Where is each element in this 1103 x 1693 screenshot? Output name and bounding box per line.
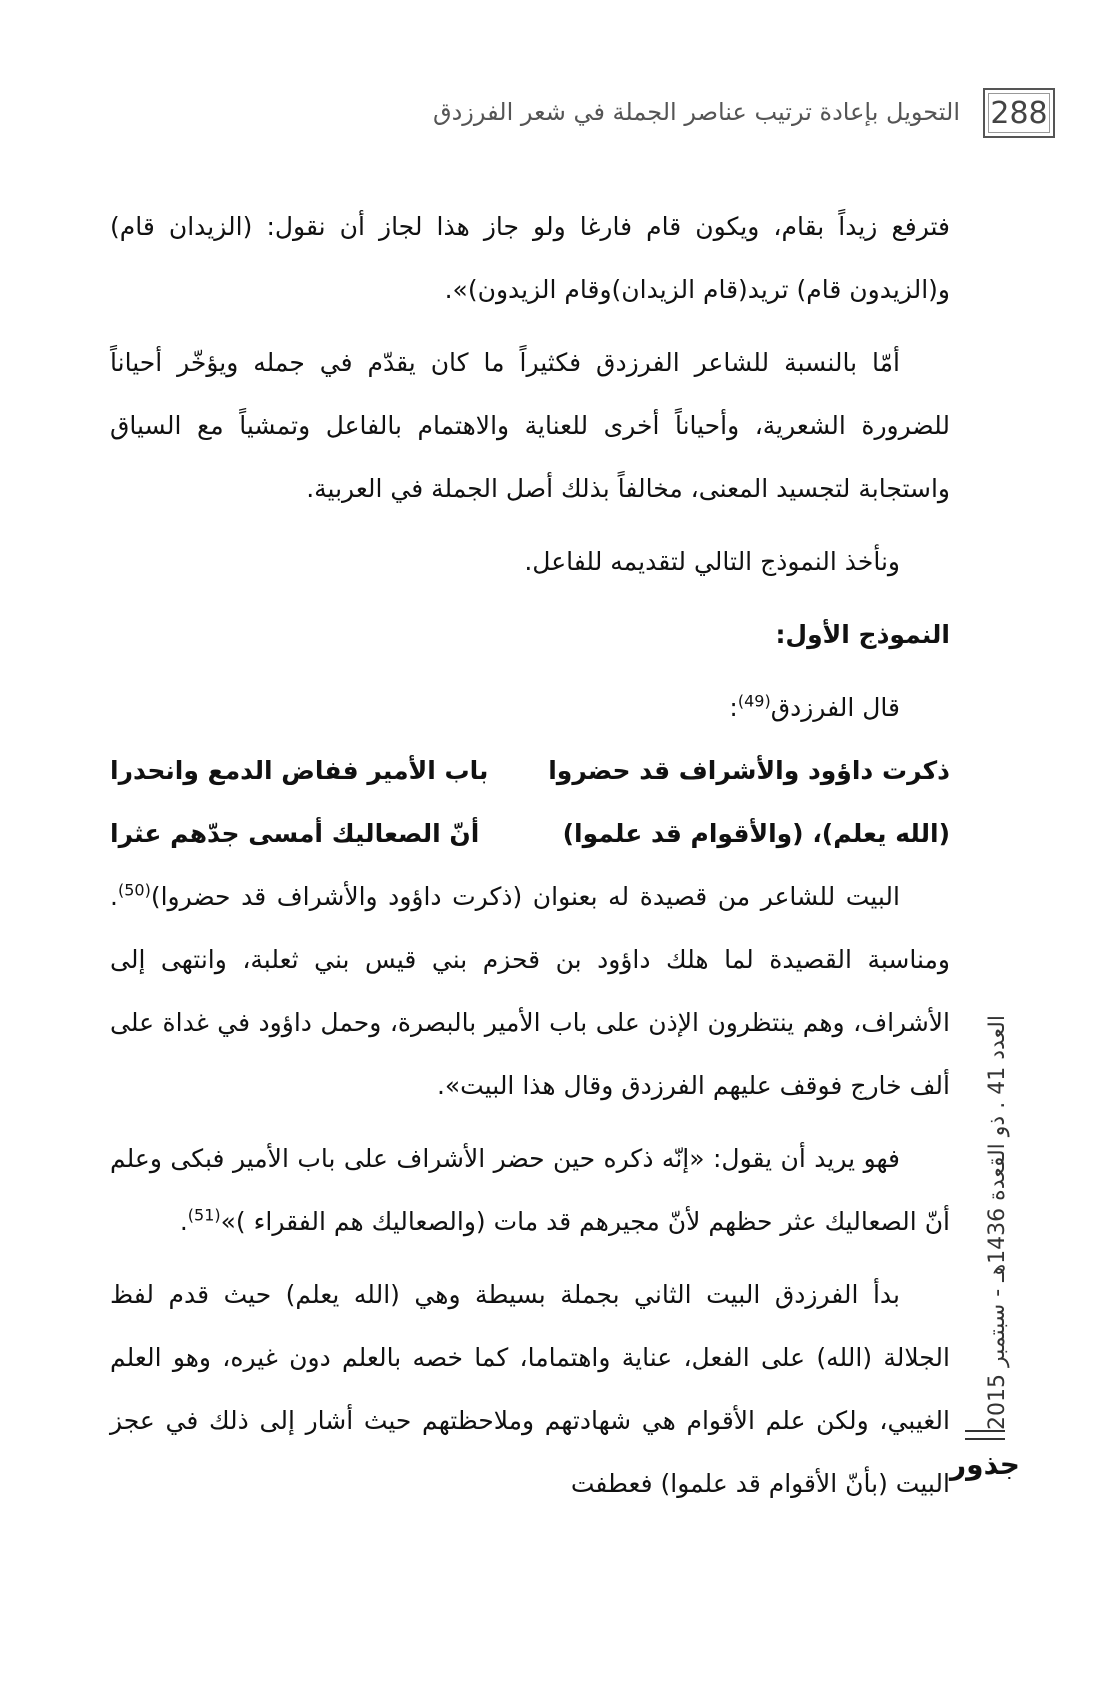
- verse-line: [110, 739, 950, 802]
- article-body: [110, 195, 950, 1515]
- verse-hemistich: (الله يعلم)، (والأقوام قد علموا): [562, 819, 950, 848]
- paragraph: أمّا بالنسبة للشاعر الفرزدق فكثيراً ما كان يقدّم في جمله ويؤخّر أحياناً للضرورة الشعرية، وأحياناً أخرى للعناية والاهتمام بالفاعل وتمشياً مع السياق واستجابة لتجسيد المعنى، مخالفاً بذلك أصل الجملة في العربية.: [110, 348, 950, 503]
- paragraph: بدأ الفرزدق البيت الثاني بجملة بسيطة وهي (الله يعلم) حيث قدم لفظ الجلالة (الله) على الفعل، عناية واهتماما، كما خصه بالعلم دون غيره، وهو العلم الغيبي، ولكن علم الأقوام هي شهادتهم وملاحظتهم حيث أشار إلى ذلك في عجز البيت (بأنّ الأقوام قد علموا) فعطفت: [110, 1280, 950, 1498]
- quote-intro: [110, 676, 950, 739]
- footnote-ref: (49): [737, 691, 771, 711]
- section-heading: النموذج الأول:: [775, 620, 950, 649]
- verse-line: [110, 802, 950, 865]
- paragraph: [110, 865, 950, 1117]
- paragraph-text: .: [179, 1207, 188, 1236]
- quote-intro-text: قال الفرزدق: [770, 693, 900, 722]
- verse-hemistich: باب الأمير ففاض الدمع وانحدرا: [110, 756, 489, 785]
- paragraph: ونأخذ النموذج التالي لتقديمه للفاعل.: [524, 547, 900, 576]
- issue-info: العدد 41 . ذو القعدة 1436هـ - سبتمبر 2015: [985, 1015, 1010, 1430]
- running-header-title: التحويل بإعادة ترتيب عناصر الجملة في شعر الفرزدق: [433, 98, 960, 126]
- page-number: [983, 88, 1055, 138]
- footnote-ref: (50): [117, 880, 151, 900]
- paragraph-text: . ومناسبة القصيدة لما هلك داؤود بن قحزم بني قيس بني ثعلبة، وانتهى إلى الأشراف، وهم ينتظرون الإذن على باب الأمير بالبصرة، وحمل داؤود في غداة على ألف خارج فوقف عليهم الفرزدق وقال هذا البيت».: [110, 882, 950, 1100]
- verse-hemistich: ذكرت داؤود والأشراف قد حضروا: [548, 756, 950, 785]
- sidebar-divider: [965, 1430, 1005, 1440]
- paragraph-text: البيت للشاعر من قصيدة له بعنوان (ذكرت داؤود والأشراف قد حضروا): [150, 882, 900, 911]
- footnote-ref: (51): [187, 1205, 221, 1225]
- verse-hemistich: أنّ الصعاليك أمسى جدّهم عثرا: [110, 819, 480, 848]
- paragraph: فترفع زيداً بقام، ويكون قام فارغا ولو جاز هذا لجاز أن نقول: (الزيدان قام) و(الزيدون قام) تريد(قام الزيدان)وقام الزيدون)».: [110, 212, 950, 304]
- paragraph: [110, 1127, 950, 1253]
- paragraph-text: فهو يريد أن يقول: «إنّه ذكره حين حضر الأشراف على باب الأمير فبكى وعلم أنّ الصعاليك عثر حظهم لأنّ مجيرهم قد مات (والصعاليك هم الفقراء )»: [110, 1144, 950, 1236]
- journal-logo: جذور: [950, 1448, 1020, 1481]
- page-number-text: 288: [990, 95, 1048, 131]
- quote-intro-colon: :: [729, 693, 738, 722]
- issue-sidebar: [960, 990, 1015, 1670]
